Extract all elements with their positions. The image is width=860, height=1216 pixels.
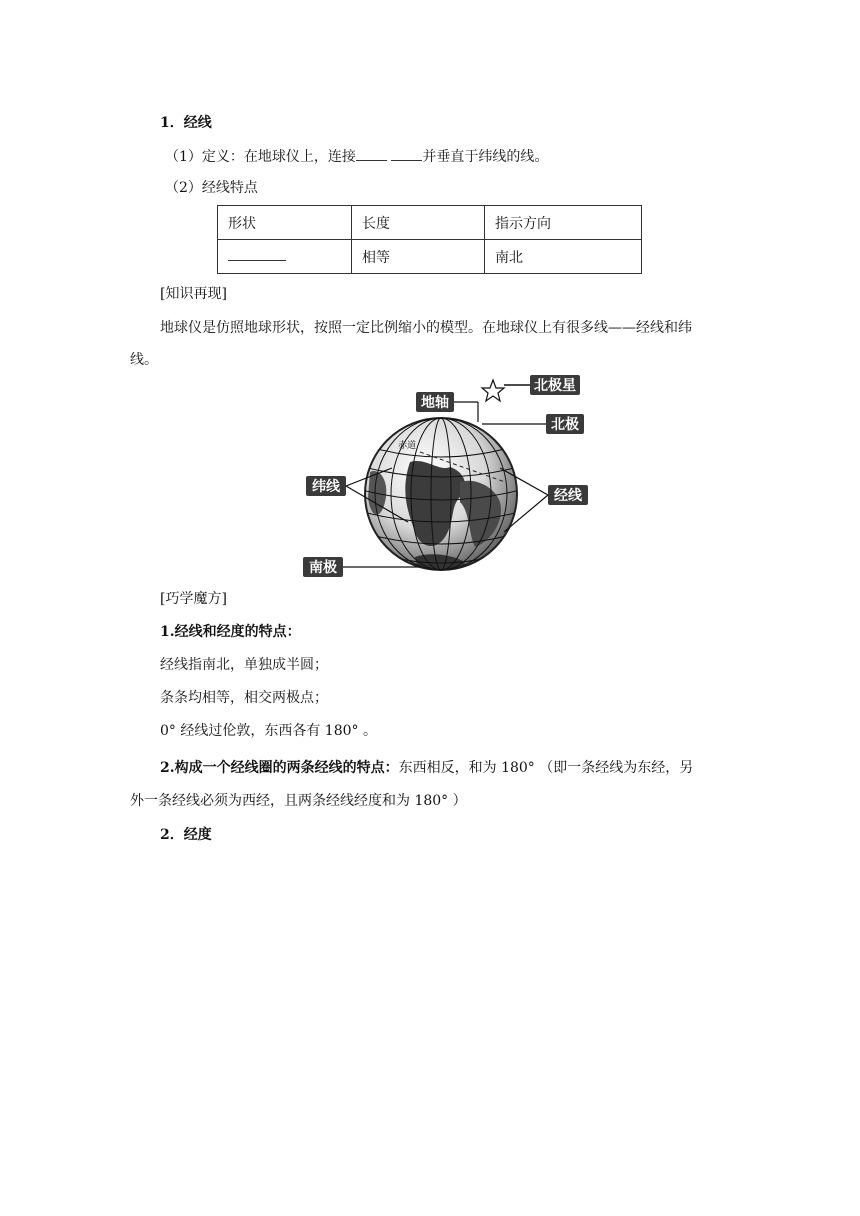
north-pole-label: 北极 [551, 416, 579, 432]
features-label: （2）经线特点 [165, 180, 258, 196]
table-row [218, 240, 642, 274]
blank-1 [356, 146, 387, 161]
section2-title: 2．经度 [160, 827, 212, 843]
cell-length: 相等 [352, 240, 485, 274]
header-length: 长度 [352, 206, 485, 240]
cell-direction: 南北 [485, 240, 642, 274]
point1-line3: 0° 经线过伦敦，东西各有 180° 。 [160, 723, 377, 739]
point1-line2: 条条均相等，相交两极点； [160, 690, 328, 706]
point1-line1: 经线指南北，单独成半圆； [160, 657, 328, 673]
section1-title: 1．经线 [160, 115, 212, 131]
axis-label: 地轴 [421, 394, 449, 410]
cell-shape [218, 240, 352, 274]
definition-suffix: 并垂直于纬线的线。 [422, 149, 549, 165]
point2-title: 2.构成一个经线圈的两条经线的特点： [160, 760, 399, 776]
latitude-label: 纬线 [312, 478, 340, 494]
blank-2 [391, 146, 422, 161]
point1-title: 1.经线和经度的特点： [160, 624, 301, 640]
point2-body-line2: 外一条经线必须为西经，且两条经线经度和为 180° ） [130, 793, 467, 809]
knowledge-paragraph-line1: 地球仪是仿照地球形状，按照一定比例缩小的模型。在地球仪上有很多线——经线和纬 [160, 320, 692, 336]
knowledge-heading: [知识再现] [160, 286, 227, 302]
shape-blank [228, 248, 286, 261]
table-header-row [218, 206, 642, 240]
header-shape: 形状 [218, 206, 352, 240]
point2-line1 [160, 758, 693, 778]
south-pole-label: 南极 [309, 559, 337, 575]
equator-label: 赤道 [398, 441, 417, 451]
globe-figure [300, 372, 620, 582]
star-icon [482, 380, 504, 401]
features-table [217, 205, 642, 274]
knowledge-paragraph-line2: 线。 [130, 352, 158, 368]
definition-prefix: （1）定义：在地球仪上，连接 [165, 149, 356, 165]
definition-line [165, 146, 548, 167]
polaris-label: 北极星 [534, 377, 576, 393]
longitude-label: 经线 [554, 487, 582, 503]
point2-body-line1: 东西相反，和为 180° （即一条经线为东经，另 [398, 760, 694, 776]
header-direction: 指示方向 [485, 206, 642, 240]
tips-heading: [巧学魔方] [160, 591, 227, 607]
